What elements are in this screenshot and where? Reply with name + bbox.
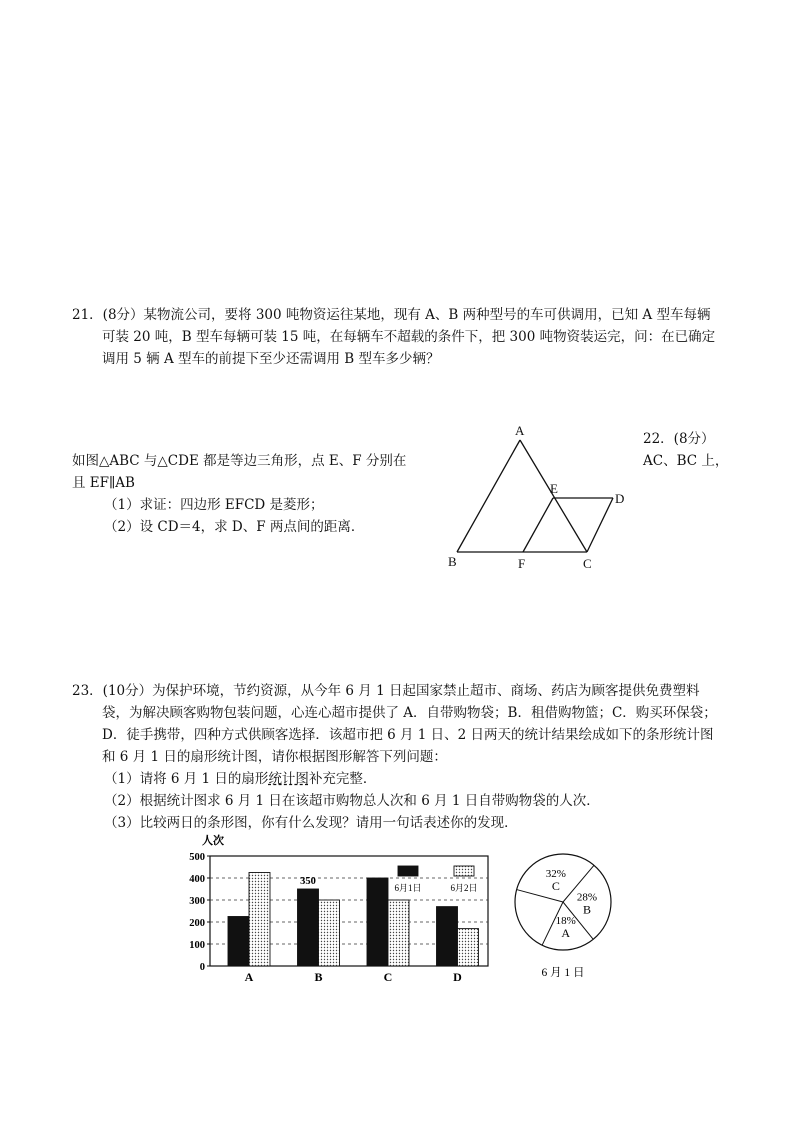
bar (319, 900, 340, 966)
bar (458, 929, 479, 966)
legend-swatch (454, 866, 474, 876)
bar (367, 878, 388, 966)
x-tick-label: C (383, 970, 393, 984)
point-label-a: A (515, 423, 525, 438)
q22-line-1b: AC、BC 上， (643, 453, 729, 469)
question-23 (72, 680, 717, 834)
y-tick-label: 400 (189, 874, 205, 885)
triangle-figure (440, 420, 640, 575)
pie-slice-label: B (582, 902, 592, 917)
question-22-line1b (643, 450, 728, 472)
pie-chart (508, 850, 618, 990)
bar (228, 917, 249, 967)
legend-label: 6月2日 (450, 883, 478, 893)
segment-ab (457, 440, 520, 552)
q22-part-2: （2）设 CD＝4，求 D、F 两点间的距离． (104, 519, 365, 535)
q23-part-2: （2）根据统计图求 6 月 1 日在该超市购物总人次和 6 月 1 日自带购物袋的人次． (104, 793, 600, 809)
pie-title: 6 月 1 日 (541, 967, 585, 979)
x-tick-label: B (314, 970, 323, 984)
point-label-b: B (448, 554, 457, 569)
legend-swatch (398, 866, 418, 876)
bar (249, 873, 270, 967)
q21-line-2: 可装 20 吨，B 型车每辆可装 15 吨，在每辆车不超载的条件下，把 300 吨物资装运完，问：在已确定 (102, 329, 716, 345)
q23-line-2: 袋，为解决顾客购物包装问题，心连心超市提供了 A．自带购物袋；B．租借购物篮；C．购买环保袋； (102, 705, 717, 721)
y-tick-label: 0 (199, 962, 205, 973)
bar (388, 900, 409, 966)
legend-label: 6月1日 (394, 883, 422, 893)
q22-line-1a: 如图△ABC 与△CDE 都是等边三角形，点 E、F 分别在 (72, 453, 407, 469)
question-21 (72, 304, 715, 370)
pie-slice-percent: 18% (555, 914, 576, 927)
point-label-d: D (615, 491, 625, 506)
pie-slice-label: A (561, 925, 571, 940)
point-label-f: F (518, 556, 526, 571)
x-tick-label: D (453, 970, 462, 984)
bar (298, 889, 319, 966)
point-label-e: E (550, 481, 558, 496)
pie-slice-percent: 32% (545, 868, 566, 881)
q23-part-3: （3）比较两日的条形图，你有什么发现？请用一句话表述你的发现． (104, 815, 518, 831)
q22-part-1: （1）求证：四边形 EFCD 是菱形； (104, 497, 324, 513)
pie-slice-label: C (551, 879, 560, 894)
y-tick-label: 300 (189, 896, 205, 907)
question-22-text (72, 450, 406, 538)
y-axis-label: 人次 (202, 835, 224, 847)
question-22-number (643, 428, 715, 450)
y-tick-label: 500 (189, 852, 205, 863)
q21-line-3: 调用 5 辆 A 型车的前提下至少还需调用 B 型车多少辆？ (102, 351, 440, 367)
q21-line-1: 21．(8分）某物流公司，要将 300 吨物资运往某地，现有 A、B 两种型号的车可供调用，已知 A 型车每辆 (72, 307, 711, 323)
point-label-c: C (583, 556, 592, 571)
data-label: 350 (300, 876, 316, 887)
segment-ef (523, 498, 553, 552)
q22-number: 22．(8分） (643, 431, 715, 447)
pie-slice-percent: 28% (576, 891, 598, 904)
bar (437, 907, 458, 966)
y-tick-label: 100 (189, 940, 205, 951)
y-tick-label: 200 (189, 918, 205, 929)
q23-line-1: 23．(10分）为保护环境，节约资源，从今年 6 月 1 日起国家禁止超市、商场、药店为顾客提供免费塑料 (72, 683, 700, 699)
x-tick-label: A (244, 970, 254, 984)
q23-line-3: D．徒手携带，四种方式供顾客选择．该超市把 6 月 1 日、2 日两天的统计结果绘成如下的条形统计图 (102, 727, 714, 743)
segment-dc (587, 498, 613, 552)
q22-line-2: 且 EF∥AB (72, 475, 135, 491)
bar-chart (182, 832, 492, 992)
q23-line-4: 和 6 月 1 日的扇形统计图，请你根据图形解答下列问题： (102, 749, 447, 765)
segment-ac (520, 440, 587, 552)
q23-part-1: （1）请将 6 月 1 日的扇形统计图补充完整． (104, 771, 377, 787)
